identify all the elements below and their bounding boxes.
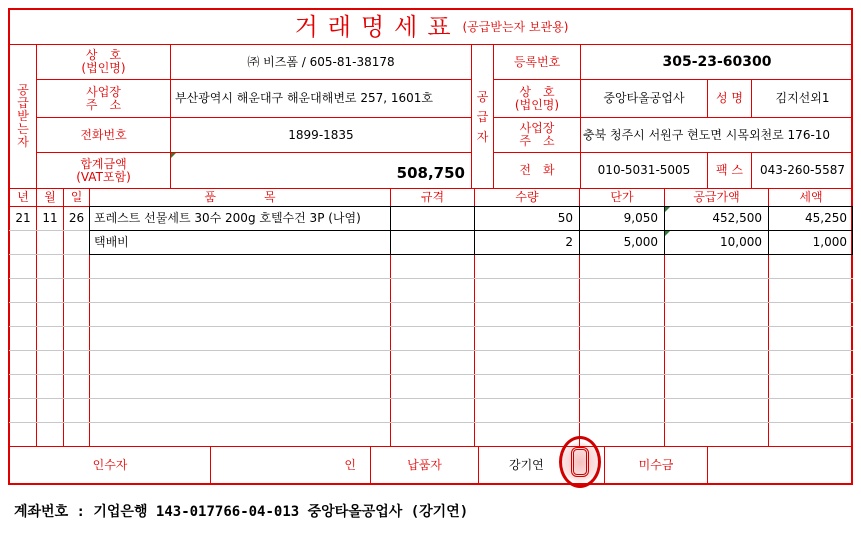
supplier-phone-value: 010-5031-5005 — [597, 163, 691, 177]
cell-qty — [475, 375, 579, 398]
cell-day — [64, 255, 89, 278]
cell-tax — [769, 351, 853, 374]
cell-spec — [391, 375, 474, 398]
cell-supply — [665, 375, 768, 398]
cell-tax — [769, 327, 853, 350]
cell-price — [580, 279, 664, 302]
header-supply: 공급가액 — [693, 190, 740, 204]
buyer-phone-label: 전화번호 — [80, 127, 127, 142]
cell-qty — [475, 351, 579, 374]
company-seal-stamp — [559, 436, 601, 488]
buyer-address-label: 사업장 주 소 — [85, 84, 122, 112]
cell-month — [37, 399, 63, 422]
cell-day — [64, 279, 89, 302]
supplier-phone-label: 전 화 — [519, 163, 555, 177]
cell-tax — [769, 279, 853, 302]
cell-tax: 1,000 — [812, 235, 847, 249]
buyer-company-value: ㈜ 비즈폼 / 605-81-38178 — [247, 54, 395, 69]
cell-year — [10, 255, 36, 278]
cell-year — [10, 399, 36, 422]
buyer-phone-value: 1899-1835 — [288, 127, 354, 142]
cell-item — [90, 399, 390, 422]
supplier-company-value: 중앙타올공업사 — [603, 91, 685, 105]
receiver-label: 인수자 — [92, 458, 128, 472]
cell-year — [10, 423, 36, 446]
cell-year — [10, 279, 36, 302]
cell-tax — [769, 423, 853, 446]
header-item: 품 목 — [204, 190, 276, 204]
buyer-total-label: 합계금액 (VAT포함) — [76, 156, 131, 184]
cell-item — [90, 279, 390, 302]
supplier-address-label: 사업장 주 소 — [519, 121, 555, 148]
header-month: 월 — [44, 190, 56, 204]
header-year: 년 — [17, 190, 29, 204]
supplier-company-label: 상 호 (법인명) — [514, 84, 560, 112]
cell-supply: 10,000 — [665, 231, 768, 254]
cell-year — [10, 231, 36, 254]
cell-supply — [665, 351, 768, 374]
cell-item: 포레스트 선물세트 30수 200g 호텔수건 3P (나염) — [94, 211, 361, 225]
buyer-company-label: 상 호 (법인명) — [81, 48, 126, 75]
cell-month — [37, 303, 63, 326]
cell-price — [580, 375, 664, 398]
cell-item — [90, 423, 390, 446]
account-info: 계좌번호 : 기업은행 143-017766-04-013 중앙타올공업사 (강기연) — [14, 504, 469, 520]
cell-month: 11 — [42, 211, 58, 225]
cell-supply — [665, 303, 768, 326]
cell-price: 5,000 — [623, 235, 658, 249]
cell-qty — [475, 399, 579, 422]
cell-spec — [391, 351, 474, 374]
cell-spec — [391, 327, 474, 350]
supplier-fax-value: 043-260-5587 — [759, 163, 845, 177]
header-spec: 규격 — [420, 190, 445, 204]
title-bar — [10, 10, 853, 44]
supplier-name-value: 김지선외1 — [775, 91, 830, 105]
cell-day — [64, 351, 89, 374]
cell-day — [64, 375, 89, 398]
cell-tax — [769, 399, 853, 422]
page-title: 거래명세표 — [294, 12, 461, 41]
supplier-reg-label: 등록번호 — [513, 54, 561, 69]
cell-price — [580, 399, 664, 422]
cell-qty — [475, 327, 579, 350]
cell-day — [64, 399, 89, 422]
cell-qty — [475, 279, 579, 302]
cell-qty — [475, 303, 579, 326]
cell-month — [37, 327, 63, 350]
cell-day — [64, 303, 89, 326]
cell-spec — [391, 231, 474, 254]
cell-item — [90, 255, 390, 278]
supplier-reg-value: 305-23-60300 — [662, 53, 772, 70]
cell-spec — [391, 207, 474, 230]
cell-supply — [665, 327, 768, 350]
cell-price: 9,050 — [623, 211, 658, 225]
cell-supply — [665, 255, 768, 278]
supplier-fax-label: 팩 스 — [716, 163, 743, 177]
seal-label: 인 — [344, 458, 356, 472]
deliverer-value: 강기연 — [509, 458, 544, 472]
cell-day — [64, 423, 89, 446]
header-tax: 세액 — [799, 190, 823, 204]
cell-supply: 452,500 — [665, 207, 768, 230]
cell-year — [10, 375, 36, 398]
unpaid-value — [708, 447, 853, 484]
cell-year — [10, 351, 36, 374]
cell-tax — [769, 303, 853, 326]
supplier-address-value: 충북 청주시 서원구 현도면 시목외천로 176-10 — [583, 127, 831, 142]
cell-spec — [391, 303, 474, 326]
cell-item — [90, 303, 390, 326]
cell-spec — [391, 279, 474, 302]
deliverer-label: 납품자 — [407, 458, 442, 472]
cell-supply — [665, 423, 768, 446]
cell-qty: 2 — [565, 235, 573, 249]
cell-day — [64, 327, 89, 350]
cell-day: 26 — [68, 211, 85, 225]
cell-item — [90, 351, 390, 374]
cell-qty: 50 — [557, 211, 573, 225]
cell-price — [580, 303, 664, 326]
cell-month — [37, 375, 63, 398]
cell-item — [90, 327, 390, 350]
cell-day — [64, 231, 89, 254]
header-day: 일 — [70, 190, 83, 204]
buyer-side-label: 공 급 받 는 자 — [17, 83, 29, 149]
cell-month — [37, 231, 63, 254]
cell-price — [580, 351, 664, 374]
cell-supply — [665, 399, 768, 422]
cell-spec — [391, 423, 474, 446]
cell-price — [580, 255, 664, 278]
header-price: 단가 — [610, 190, 634, 204]
cell-tax — [769, 255, 853, 278]
cell-year: 21 — [15, 211, 31, 225]
cell-spec — [391, 399, 474, 422]
cell-tax: 45,250 — [805, 211, 847, 225]
cell-month — [37, 351, 63, 374]
header-qty: 수량 — [515, 190, 539, 204]
buyer-address-value: 부산광역시 해운대구 해운대해변로 257, 1601호 — [175, 91, 433, 105]
buyer-total-value: 508,750 — [171, 153, 471, 188]
cell-qty — [475, 255, 579, 278]
cell-item — [90, 375, 390, 398]
cell-item: 택배비 — [94, 235, 129, 249]
cell-year — [10, 327, 36, 350]
cell-year — [10, 303, 36, 326]
cell-month — [37, 279, 63, 302]
page-subtitle: (공급받는자 보관용) — [462, 19, 569, 34]
supplier-side-label: 공 급 자 — [476, 89, 489, 144]
cell-month — [37, 423, 63, 446]
cell-tax — [769, 375, 853, 398]
unpaid-label: 미수금 — [638, 458, 674, 472]
supplier-name-label: 성 명 — [716, 91, 743, 105]
cell-spec — [391, 255, 474, 278]
cell-price — [580, 327, 664, 350]
cell-qty — [475, 423, 579, 446]
cell-month — [37, 255, 63, 278]
cell-supply — [665, 279, 768, 302]
